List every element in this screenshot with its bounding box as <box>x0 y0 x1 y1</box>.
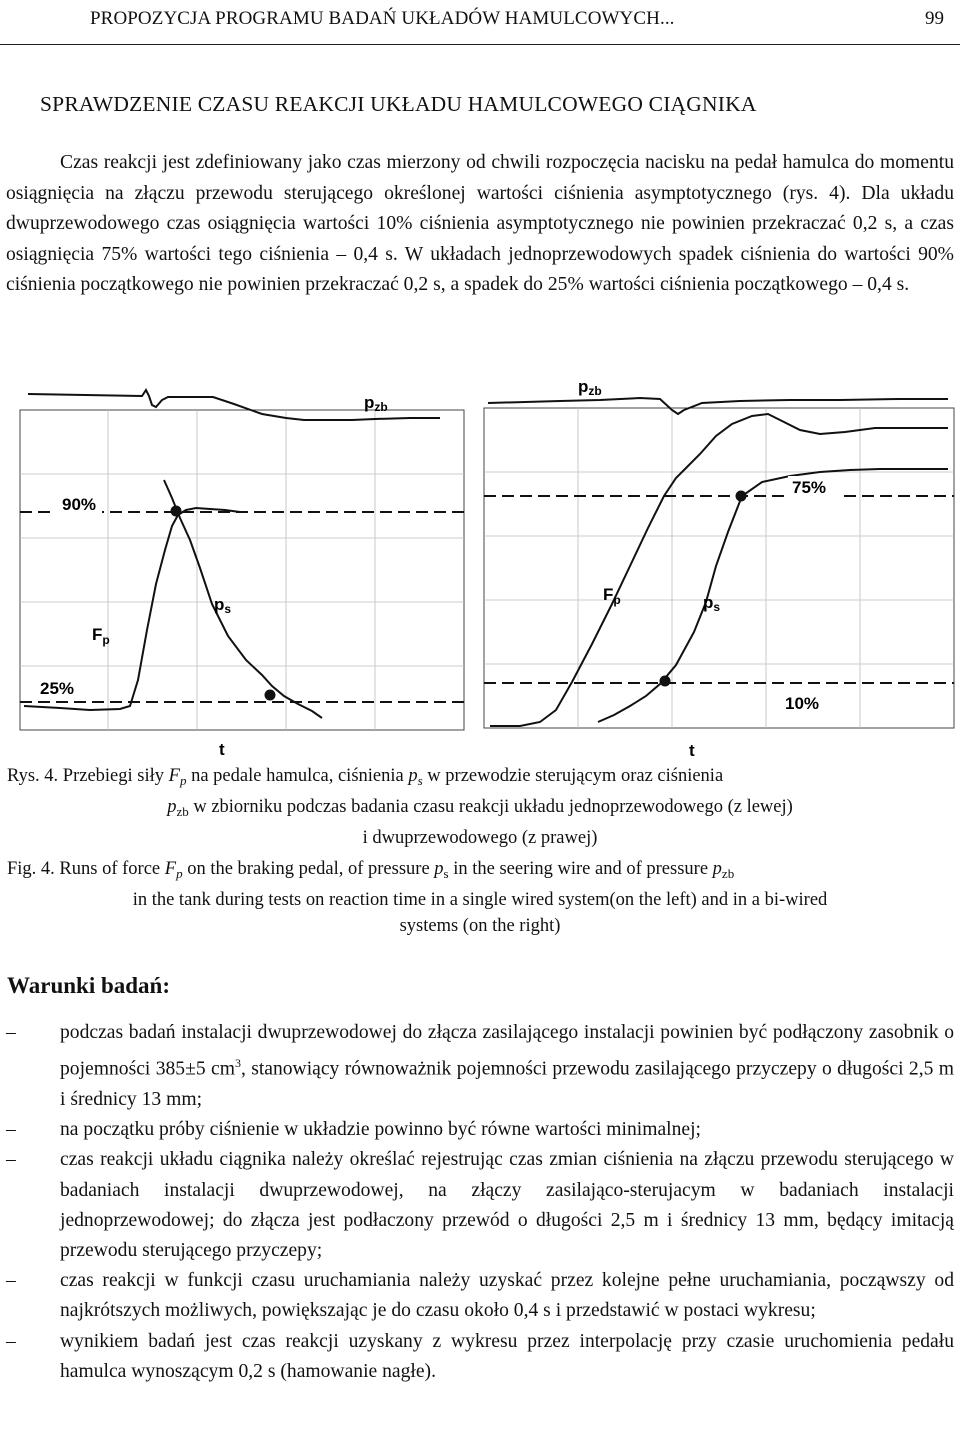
right-ps-label: ps <box>703 593 721 614</box>
right-threshold-low-label: 10% <box>785 694 820 713</box>
left-ps-curve <box>164 480 322 718</box>
list-dash: – <box>6 1270 16 1292</box>
list-dash: – <box>6 1149 16 1171</box>
right-ps-curve <box>598 469 948 722</box>
left-panel <box>20 390 464 759</box>
figure-4-plots <box>0 370 960 770</box>
left-fp-label: $F_p$ <box>92 625 110 647</box>
caption-en-line-1: Fig. 4. Runs of force $F_p$ on the braking pedal, of pressure $p_s$ in the seering wire and of pressure $p_{zb}$ <box>7 859 735 881</box>
figure-caption-pl <box>0 763 960 851</box>
right-threshold-high-label: 75% <box>792 478 827 497</box>
right-fp-curve <box>490 414 948 726</box>
condition-item: – na początku próby ciśnienie w układzie powinno być równe wartości minimalnej; <box>0 1115 960 1145</box>
conditions-list <box>0 1018 960 1387</box>
list-dash: – <box>6 1119 16 1141</box>
figure-caption-en <box>0 856 960 939</box>
caption-pl-line-3: i dwuprzewodowego (z prawej) <box>362 828 598 848</box>
left-pzb-label: pzb <box>364 393 388 414</box>
left-threshold-low-label: 25% <box>40 679 75 698</box>
running-header <box>0 0 960 45</box>
left-marker-low <box>265 690 276 701</box>
left-threshold-high-label: 90% <box>62 495 97 514</box>
right-time-axis-label: t <box>689 741 695 760</box>
caption-en-line-3: systems (on the right) <box>399 916 561 936</box>
left-time-axis-label: t <box>219 740 225 759</box>
right-panel <box>484 377 954 760</box>
intro-paragraph: Czas reakcji jest zdefiniowany jako czas mierzony od chwili rozpoczęcia nacisku na pedał hamulca do momentu osiągnięcia na złączu przewodu sterującego określonej wartości ciśnienia asymptotycznego (rys. 4). Dla układu dwuprzewodowego czas osiągnięcia wartości 10% ciśnienia asymptotycznego nie powinien przekraczać 0,2 s, a czas osiągnięcia 75% wartości tego ciśnienia – 0,4 s. W układach jednoprzewodowych spadek ciśnienia do wartości 90% ciśnienia początkowego nie powinien przekraczać 0,2 s, a spadek do 25% wartości ciśnienia początkowego – 0,4 s. <box>6 152 954 295</box>
right-grid <box>484 408 954 728</box>
condition-item: – czas reakcji w funkcji czasu uruchamiania należy uzyskać przez kolejne pełne uruchamiania, począwszy od najkrótszych możliwych, powiększając je do czasu około 0,4 s i przedstawić w postaci wykresu; <box>0 1266 960 1326</box>
section-title: SPRAWDZENIE CZASU REAKCJI UKŁADU HAMULCOWEGO CIĄGNIKA <box>40 92 757 116</box>
page-number: 99 <box>925 8 944 29</box>
conditions-heading: Warunki badań: <box>7 973 170 998</box>
left-grid <box>20 410 464 730</box>
caption-en-line-2: in the tank during tests on reaction time in a single wired system(on the left) and in a bi-wired <box>132 890 828 910</box>
left-frame <box>20 410 464 730</box>
right-pzb-label: pzb <box>578 377 602 398</box>
caption-pl-line-1: Rys. 4. Przebiegi siły $F_p$ na pedale hamulca, ciśnienia $p_s$ w przewodzie sterującym oraz ciśnienia <box>7 766 724 788</box>
right-pzb-curve <box>488 398 948 414</box>
right-marker-high <box>736 491 747 502</box>
condition-item: – wynikiem badań jest czas reakcji uzyskany z wykresu przez interpolację przy czasie uruchomienia pedału hamulca wynoszącym 0,2 s (hamowanie nagłe). <box>0 1327 960 1387</box>
left-ps-label: ps <box>214 595 232 616</box>
list-dash: – <box>6 1022 16 1043</box>
list-dash: – <box>6 1330 16 1352</box>
condition-item: – podczas badań instalacji dwuprzewodowej do złącza zasilającego instalacji powinien być podłączony zasobnik o pojemności 385±5 $cm^3$, stanowiący równoważnik pojemności przewodu zasilającego przyczepy o długości 2,5 m i średnicy 13 mm; <box>0 1018 960 1115</box>
right-marker-low <box>660 676 671 687</box>
right-frame <box>484 408 954 728</box>
right-fp-label: $F_p$ <box>603 585 621 607</box>
figure-4 <box>0 370 960 770</box>
intro-section <box>6 148 954 301</box>
caption-pl-line-2: $p_{zb}$ w zbiorniku podczas badania czasu reakcji układu jednoprzewodowego (z lewej) <box>167 797 793 819</box>
left-marker-high <box>171 506 182 517</box>
running-title: PROPOZYCJA PROGRAMU BADAŃ UKŁADÓW HAMULCOWYCH... <box>90 8 675 29</box>
condition-item: – czas reakcji układu ciągnika należy określać rejestrując czas zmian ciśnienia na złączu przewodu sterującego w badaniach instalacji dwuprzewodowej, na złączy zasilająco-sterujacym w badaniach instalacji jednoprzewodowej; do złącza jest podłaczony przewód o długości 2,5 m i średnicy 13 mm, będący imitacją przewodu sterującego przyczepy; <box>0 1145 960 1266</box>
